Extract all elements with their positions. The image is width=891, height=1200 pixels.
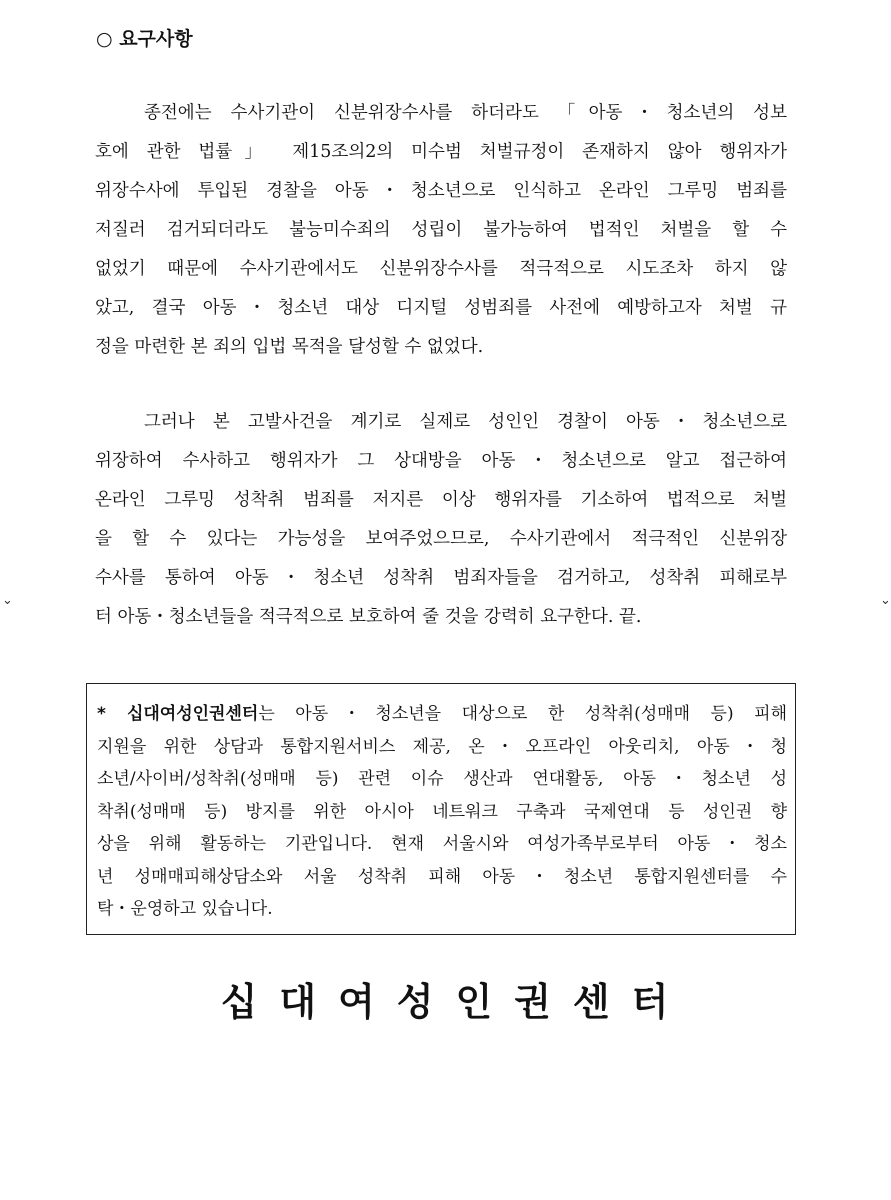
organization-info-box: [86, 683, 796, 935]
info-line: 상을 위해 활동하는 기관입니다. 현재 서울시와 여성가족부로부터 아동・청소: [97, 834, 787, 854]
paragraph-line: 수사를 통하여 아동・청소년 성착취 범죄자들을 검거하고, 성착취 피해로부: [95, 568, 787, 588]
info-line-rest: 는 아동・청소년을 대상으로 한 성착취(성매매 등) 피해: [258, 704, 787, 724]
paragraph-line: 그러나 본 고발사건을 계기로 실제로 성인인 경찰이 아동・청소년으로: [144, 412, 787, 432]
paragraph-line: 정을 마련한 본 죄의 입법 목적을 달성할 수 없었다.: [95, 337, 484, 357]
paragraph-line: 위장하여 수사하고 행위자가 그 상대방을 아동・청소년으로 알고 접근하여: [95, 451, 787, 471]
paragraph-line: 온라인 그루밍 성착취 범죄를 저지른 이상 행위자를 기소하여 법적으로 처벌: [95, 490, 787, 510]
page-edge-mark-left: ⌄: [2, 593, 13, 608]
paragraph-line: 았고, 결국 아동・청소년 대상 디지털 성범죄를 사전에 예방하고자 처벌 규: [95, 298, 787, 318]
paragraph-line: 터 아동・청소년들을 적극적으로 보호하여 줄 것을 강력히 요구한다. 끝.: [95, 607, 642, 627]
paragraph-previous-situation: [95, 94, 787, 367]
paragraph-line: 저질러 검거되더라도 불능미수죄의 성립이 불가능하여 법적인 처벌을 할 수: [95, 220, 787, 240]
info-line: 지원을 위한 상담과 통합지원서비스 제공, 온・오프라인 아웃리치, 아동・청: [97, 736, 787, 757]
paragraph-line: 종전에는 수사기관이 신분위장수사를 하더라도 「아동・청소년의 성보: [144, 103, 787, 123]
info-line: [97, 698, 787, 731]
paragraph-line: 호에 관한 법률」 제15조의2의 미수범 처벌규정이 존재하지 않아 행위자가: [95, 142, 787, 162]
paragraph-line: 없었기 때문에 수사기관에서도 신분위장수사를 적극적으로 시도조차 하지 않: [95, 259, 787, 279]
paragraph-demand: [95, 403, 787, 637]
info-line: 년 성매매피해상담소와 서울 성착취 피해 아동・청소년 통합지원센터를 수: [97, 866, 787, 887]
page-edge-mark-right: ⌄: [880, 593, 891, 608]
info-line: 소년/사이버/성착취(성매매 등) 관련 이슈 생산과 연대활동, 아동・청소년 성: [97, 769, 787, 789]
section-title: ○ 요구사항: [96, 28, 193, 50]
info-line: 탁・운영하고 있습니다.: [97, 899, 273, 919]
organization-info-text: [97, 698, 787, 926]
paragraph-line: 위장수사에 투입된 경찰을 아동・청소년으로 인식하고 온라인 그루밍 범죄를: [95, 181, 787, 201]
paragraph-line: 을 할 수 있다는 가능성을 보여주었으므로, 수사기관에서 적극적인 신분위장: [95, 529, 787, 549]
info-line: 착취(성매매 등) 방지를 위한 아시아 네트워크 구축과 국제연대 등 성인권 향: [97, 801, 787, 822]
signature-organization-name: 십대여성인권센터: [220, 980, 691, 1024]
organization-name-bold: * 십대여성인권센터: [97, 704, 259, 724]
